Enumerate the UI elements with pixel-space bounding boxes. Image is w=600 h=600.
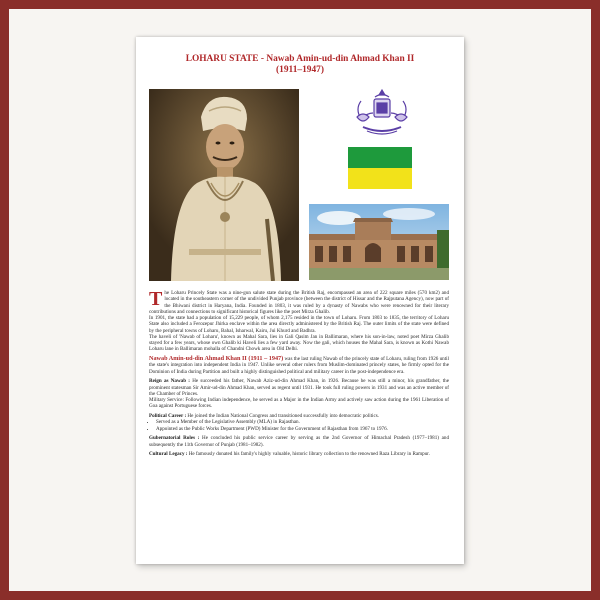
nawab-portrait-image [149,89,299,281]
reign-label: Reign as Nawab : [149,378,190,385]
nawab-heading: Nawab Amin-ud-din Ahmad Khan II (1911 – 1947) [149,355,284,362]
body-text [149,290,449,461]
population-text: In 1901, the state had a population of 15,229 people, of whom 2,175 resided in the town of Loharu. From 1803 to 1835, the territory of Loharu State also included a Ferozepur Jhirka enclave within the area directly administered by the British Raj. The outer limits of the state were defined by the peripheral towns of Loharu, Bahal, Isharwal, Kairu, Jui Khurd and Badhra. [149,315,449,334]
poster [136,37,464,564]
title-line-2: (1911–1947) [276,65,324,75]
nawab-text: was the last ruling Nawab of the princely state of Loharu, ruling from 1926 until the state's integration into independent India in 1947. Unlike several other rulers from Muslim-dominated princely states, he firmly opted for the Dominion of India during Partition and built a highly distinguished political and military career in the post-independence era. [149,356,449,375]
gubernatorial-paragraph [149,435,449,448]
reign-text: He succeeded his father, Nawab Aziz-ud-din Ahmad Khan, in 1926. Because he was still a minor, his grandfather, the prominent statesman Sir Amir-ud-din Ahmad Khan, served as regent until 1931. He took full ruling powers in 1931 and was an active member of the Chamber of Princes. [149,378,449,397]
gubernatorial-label: Gubernatorial Roles : [149,435,200,442]
title-line-1: LOHARU STATE - Nawab Amin-ud-din Ahmad Khan II [185,54,415,64]
intro-text: he Loharu Princely State was a nine-gun salute state during the British Raj, encompassed an area of 222 square miles (570 km2) and located in the southeastern corner of the undivided Punjab province (between the district of Hissar and the Rajputana Agency), now part of the Bhiwani district in Haryana, India. Founded in 1803, it was ruled by a dynasty of Nawabs who were renowned for their literary contributions and connections to significant historical figures like the poet Mirza Ghalib. [149,290,449,315]
list-item: • Served as a Member of the Legislative Assembly (MLA) in Rajasthan. [156,419,449,425]
political-list [149,419,449,432]
political-label: Political Career : [149,413,187,419]
loharu-coat-of-arms-icon [349,87,415,139]
list-item: • Appointed as the Public Works Department (PWD) Minister for the Government of Rajasthan from 1967 to 1976. [156,426,449,432]
reign-paragraph [149,378,449,397]
poster-title [154,54,446,76]
loharu-fort-photo [309,204,449,280]
intro-paragraph [149,290,449,353]
cultural-text: He famously donated his family's highly valuable, historic library collection to the renowned Raza Library in Rampur. [187,451,430,458]
cultural-label: Cultural Legacy : [149,451,188,458]
political-text: He joined the Indian National Congress and transitioned successfully into democratic politics. [186,413,379,419]
haveli-text: The haveli of 'Nawab of Loharu', known as Mahal Sara, lies in Gali Qasim Jan in Ballimaran, where his son-in-law, noted poet Mirza Ghalib stayed for a few years, whose own Ghalib ki Haveli lies a few yard away. Now the gali, which houses the Mahal Sara, is known as Kothi Nawab Loharu lane in Ballimaran mohalla of Chandni Chowk area in Old Delhi. [149,333,449,353]
loharu-state-flag [348,147,412,189]
nawab-paragraph [149,356,449,375]
flag-green-band [348,147,412,168]
military-text: Military Service: Following Indian independence, he served as a Major in the Indian Army and actively saw action during the 1961 Liberation of Goa against Portuguese forces. [149,397,449,410]
military-paragraph [149,397,449,410]
drop-cap: T [149,288,163,310]
cultural-paragraph [149,451,449,457]
flag-yellow-band [348,168,412,189]
gubernatorial-text: He concluded his public service career by serving as the 2nd Governor of Himachal Pradesh (1977–1981) and subsequently the 11th Governor of Punjab (1981–1982). [149,435,449,448]
